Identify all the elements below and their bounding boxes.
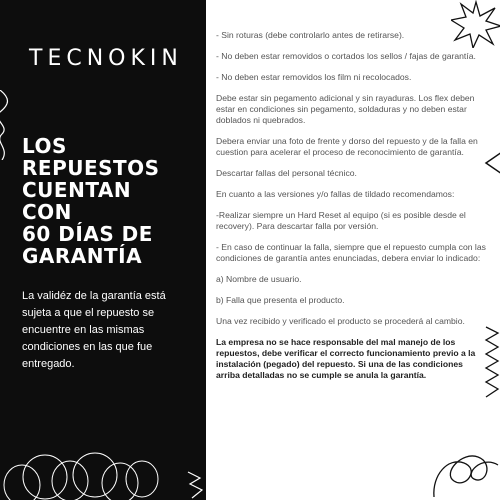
zigzag-icon: [484, 325, 500, 400]
disclaimer: La empresa no se hace responsable del mal manejo de los repuestos, debe verificar el correcto funcionamiento previo a la instalación (pegado) del repuesto. Si una de las condiciones arriba detalladas no se cumple se anula la garantía.: [216, 337, 476, 380]
headline-line: 60 DÍAS DE: [22, 222, 153, 246]
scribble-icon: [428, 445, 500, 500]
condition-paragraph: Debera enviar una foto de frente y dorso del repuesto y de la falla en cuestion para acelerar el proceso de reconocimiento de garantía.: [216, 136, 478, 157]
warranty-summary: La validéz de la garantía está sujeta a que el repuesto se encuentre en las mismas condiciones en las que fue entregado.: [22, 290, 166, 370]
headline-line: CUENTAN: [22, 178, 132, 202]
headline-line: LOS: [22, 134, 67, 158]
condition-paragraph: Una vez recibido y verificado el producto se procederá al cambio.: [216, 316, 465, 326]
headline-line: REPUESTOS: [22, 156, 160, 180]
condition-paragraph: Descartar fallas del personal técnico.: [216, 168, 357, 178]
warranty-conditions: [216, 30, 486, 391]
circles-icon: [0, 435, 160, 500]
condition-paragraph: - Sin roturas (debe controlarlo antes de retirarse).: [216, 30, 405, 40]
condition-paragraph: Debe estar sin pegamento adicional y sin rayaduras. Los flex deben estar en condiciones sin pegamento, soldaduras y no deben estar doblados ni quebrados.: [216, 93, 475, 125]
condition-paragraph: -Realizar siempre un Hard Reset al equipo (si es posible desde el recovery). Para descartar falla por versión.: [216, 210, 466, 231]
condition-paragraph: - No deben estar removidos los film ni recolocados.: [216, 72, 412, 82]
condition-paragraph: - No deben estar removidos o cortados los sellos / fajas de garantía.: [216, 51, 476, 61]
right-panel: [206, 0, 500, 500]
left-panel: [0, 0, 206, 500]
condition-paragraph: a) Nombre de usuario.: [216, 274, 302, 284]
zigzag-icon: [186, 470, 206, 500]
condition-paragraph: b) Falla que presenta el producto.: [216, 295, 345, 305]
headline: [22, 135, 206, 267]
headline-line: GARANTÍA: [22, 244, 143, 268]
condition-paragraph: - En caso de continuar la falla, siempre que el repuesto cumpla con las condiciones de garantía antes enunciadas, debera enviar lo indicado:: [216, 242, 486, 263]
condition-paragraph: En cuanto a las versiones y/o fallas de tildado recomendamos:: [216, 189, 455, 199]
headline-line: CON: [22, 200, 72, 224]
brand-logo: TECNOKIN: [29, 46, 183, 71]
wavy-line-icon: [0, 90, 12, 160]
